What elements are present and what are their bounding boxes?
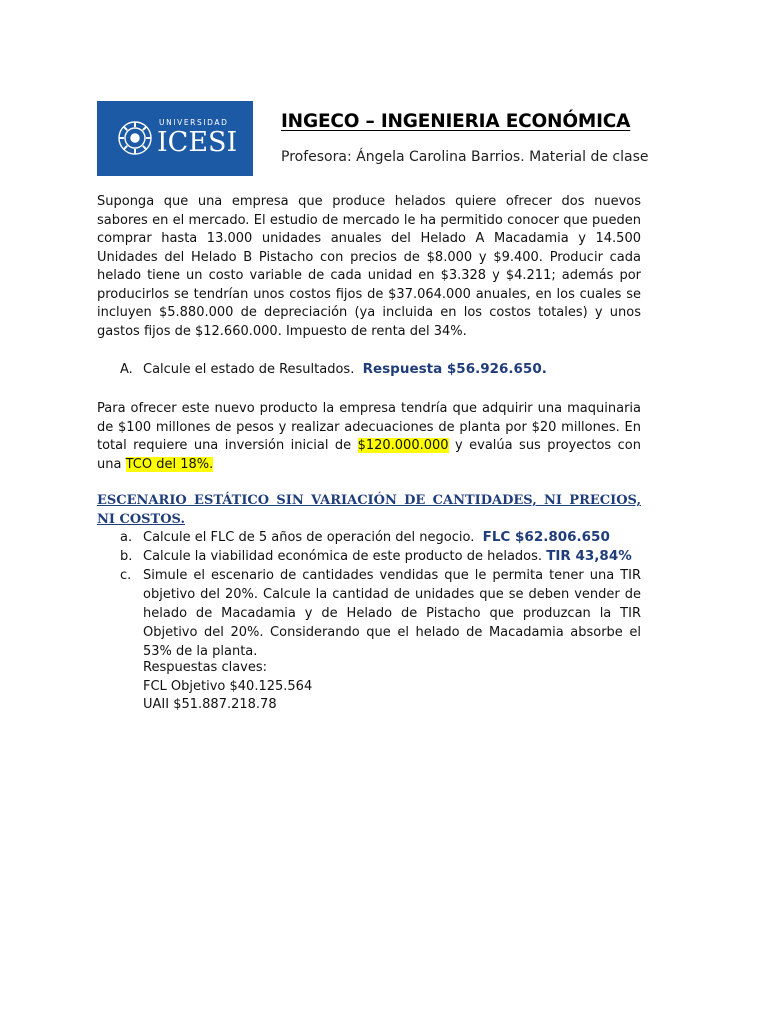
question-a-answer: Respuesta $56.926.650. <box>362 361 547 377</box>
logo-university-word: UNIVERSIDAD <box>159 118 229 127</box>
logo-name: ICESI <box>157 127 238 158</box>
page-title: INGECO – INGENIERIA ECONÓMICA <box>281 111 631 132</box>
list-item-marker: c. <box>120 568 132 583</box>
investment-text-before: Para ofrecer este nuevo producto la empresa tendría que adquirir una maquinaria de $100 millones de pesos y realizar adecuaciones de planta por $20 millones. En total requiere una inversión inicial de <box>97 401 641 453</box>
investment-paragraph <box>97 400 641 474</box>
key-answers-heading: Respuestas claves: <box>143 660 268 675</box>
page-subtitle: Profesora: Ángela Carolina Barrios. Material de clase <box>281 149 649 165</box>
list-item-marker: a. <box>120 530 133 545</box>
intro-paragraph: Suponga que una empresa que produce helados quiere ofrecer dos nuevos sabores en el mercado. El estudio de mercado le ha permitido conocer que pueden comprar hasta 13.000 unidades anuales del Helado A Macadamia y 14.500 Unidades del Helado B Pistacho con precios de $8.000 y $9.400. Producir cada helado tiene un costo variable de cada unidad en $3.328 y $4.211; además por producirlos se tendrían unos costos fijos de $37.064.000 anuales, en los cuales se incluyen $5.880.000 de depreciación (ya incluida en los costos totales) y unos gastos fijos de $12.660.000. Impuesto de renta del 34%. <box>97 194 641 339</box>
list-item <box>120 547 641 566</box>
investment-highlight-amount: $120.000.000 <box>357 438 449 453</box>
investment-text-middle: y evalúa sus proyectos con una <box>97 438 641 472</box>
question-a <box>120 361 547 377</box>
list-item-text: Simule el escenario de cantidades vendidas que le permita tener una TIR objetivo del 20%. Calcule la cantidad de unidades que se deben vender de helado de Macadamia y de Helado de Pistacho que produzcan la TIR Objetivo del 20%. Considerando que el helado de Macadamia absorbe el 53% de la planta. <box>143 568 641 659</box>
question-a-text: Calcule el estado de Resultados. <box>143 362 355 377</box>
list-item <box>120 528 641 547</box>
list-item-text: Calcule la viabilidad económica de este producto de helados. <box>143 549 543 564</box>
key-answer-line: FCL Objetivo $40.125.564 <box>143 678 313 694</box>
icesi-logo <box>97 101 253 176</box>
question-a-marker: A. <box>120 362 133 377</box>
list-item-marker: b. <box>120 549 133 564</box>
list-item-text: Calcule el FLC de 5 años de operación del negocio. <box>143 530 475 545</box>
list-item <box>120 566 641 661</box>
key-answer-line: UAII $51.887.218.78 <box>143 697 277 712</box>
scenario-list <box>120 528 641 661</box>
scenario-heading: ESCENARIO ESTÁTICO SIN VARIACIÓN DE CANTIDADES, NI PRECIOS, NI COSTOS. <box>97 493 641 527</box>
list-item-answer: FLC $62.806.650 <box>482 529 610 545</box>
list-item-answer: TIR 43,84% <box>546 548 632 564</box>
icesi-seal-icon <box>97 101 253 176</box>
key-answers <box>143 659 312 715</box>
investment-highlight-tco: TCO del 18%. <box>125 456 214 472</box>
